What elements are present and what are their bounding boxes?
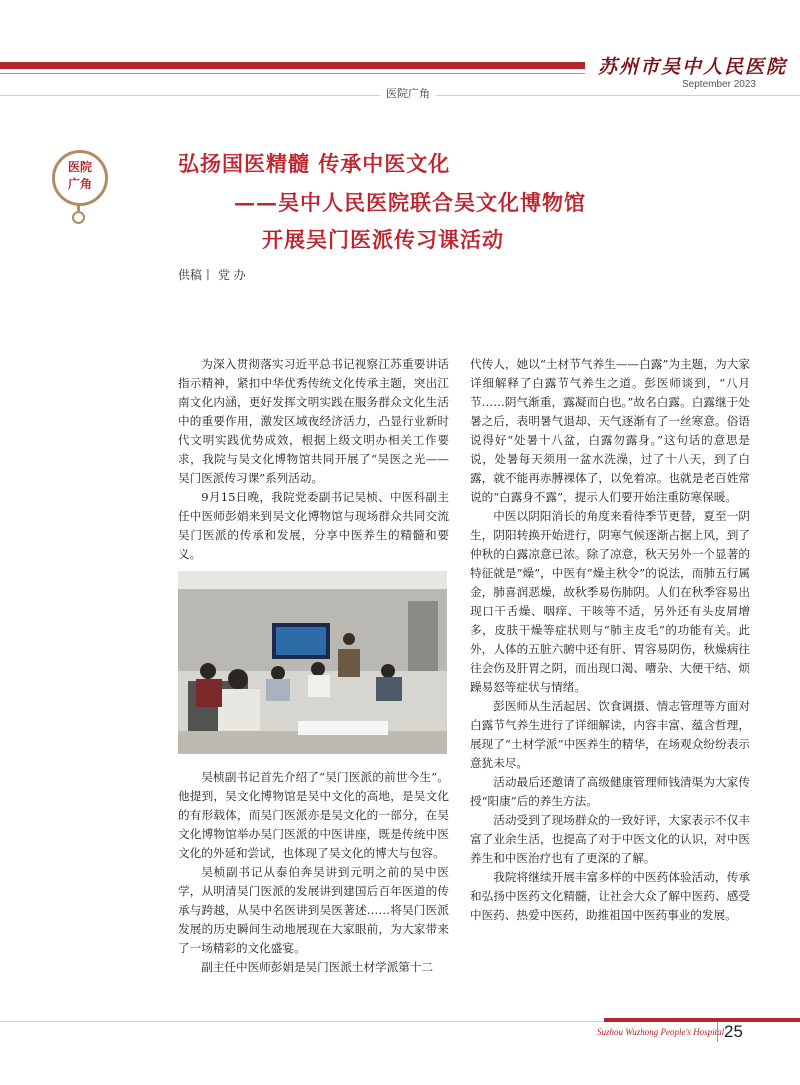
- header-red-bar: [0, 62, 585, 69]
- issue-date: September 2023: [682, 79, 756, 90]
- page-number: 25: [717, 1022, 743, 1042]
- paragraph: 吴桢副书记首先介绍了“吴门医派的前世今生”。他提到，吴文化博物馆是吴中文化的高地，是吴文化的有形载体，而吴门医派亦是吴文化的一部分，在吴文化博物馆举办吴门医派的中医讲座，既是传统中医文化的外延和尝试，也体现了吴文化的博大与包容。: [178, 770, 449, 860]
- event-photo: [178, 571, 447, 754]
- hospital-name: 苏州市吴中人民医院: [598, 56, 788, 78]
- right-column: [470, 355, 750, 925]
- paragraph: 9月15日晚，我院党委副书记吴桢、中医科副主任中医师彭娟来到吴文化博物馆与现场群众共同交流吴门医派的传承和发展，分享中医养生的精髓和要义。: [178, 490, 449, 561]
- article-title-line2: ——吴中人民医院联合吴文化博物馆: [234, 190, 586, 215]
- badge-ring: [72, 211, 85, 224]
- paragraph: 彭医师从生活起居、饮食调摄、情志管理等方面对白露节气养生进行了详细解读，内容丰富、蕴含哲理，展现了“土材学派”中医养生的精华，在场观众纷纷表示意犹未尽。: [470, 699, 750, 770]
- header-grey-rule: [0, 73, 585, 74]
- footer-journal-name: Suzhou Wuzhong People's Hospital: [597, 1027, 725, 1037]
- paragraph: 吴桢副书记从泰伯奔吴讲到元明之前的吴中医学，从明清吴门医派的发展讲到建国后百年医道的传承与跨越，从吴中名医讲到吴医著述……将吴门医派发展的历史瞬间生动地展现在大家眼前，为大家带来了一场精彩的文化盛宴。: [178, 865, 449, 955]
- paragraph: 代传人，她以“土材节气养生——白露”为主题，为大家详细解释了白露节气养生之道。彭医师谈到，“八月节……阴气渐重，露凝而白也。”故名白露。白露继于处暑之后，表明暑气退却、天气逐渐有了一丝寒意。俗语说得好“处暑十八盆，白露勿露身。”这句话的意思是说，处暑每天须用一盆水洗澡，过了十八天，到了白露，就不能再赤膊裸体了，以免着凉。也就是老百姓常说的“白露身不露”，提示人们要开始注重防寒保暖。: [470, 357, 750, 504]
- badge-stem: [77, 203, 80, 211]
- section-label: 医院广角: [380, 85, 436, 101]
- paragraph: 中医以阴阳消长的角度来看待季节更替，夏至一阴生，阴阳转换开始进行，阴寒气候逐渐占据上风，到了仲秋的白露凉意已浓。除了凉意，秋天另外一个显著的特征就是“燥”，中医有“燥主秋令”的说法，而肺五行属金，肺喜润恶燥，故秋季易伤肺阴。人们在秋季容易出现口干舌燥、咽痒、干咳等不适，另外还有头皮屑增多，皮肤干燥等症状则与“肺主皮毛”的功能有关。此外，人体的五脏六腑中还有肝、胃容易阴伤，秋燥病往往会伤及肝胃之阴，而出现口渴、嘈杂、大便干结、烦躁易怒等症状与情绪。: [470, 509, 750, 694]
- left-column-top: [178, 355, 449, 564]
- footer-red-bar: [604, 1018, 800, 1022]
- article-title-line1: 弘扬国医精髓 传承中医文化: [178, 151, 451, 176]
- article-title-line3: 开展吴门医派传习课活动: [262, 227, 504, 252]
- paragraph: 为深入贯彻落实习近平总书记视察江苏重要讲话指示精神，紧扣中华优秀传统文化传承主题，突出江南文化内涵，更好发挥文明实践在服务群众文化生活中的重要作用，激发区域夜经济活力，凸显行业新时代文明实践优势成效，根据上级文明办相关工作要求，我院与吴文化博物馆共同开展了“吴医之光——吴门医派传习课”系列活动。: [178, 357, 449, 485]
- byline: 供稿丨 党 办: [178, 268, 246, 282]
- section-badge-text: 医院 广角: [67, 160, 92, 191]
- paragraph: 副主任中医师彭娟是吴门医派土材学派第十二: [201, 960, 434, 974]
- paragraph: 活动最后还邀请了高级健康管理师钱清渠为大家传授“阳康”后的养生方法。: [470, 775, 750, 808]
- paragraph: 活动受到了现场群众的一致好评，大家表示不仅丰富了业余生活，也提高了对于中医文化的认识，对中医养生和中医治疗也有了更深的了解。: [470, 813, 750, 865]
- left-column-bottom: [178, 768, 449, 977]
- paragraph: 我院将继续开展丰富多样的中医药体验活动，传承和弘扬中医药文化精髓，让社会大众了解中医药、感受中医药、热爱中医药，助推祖国中医药事业的发展。: [470, 870, 750, 922]
